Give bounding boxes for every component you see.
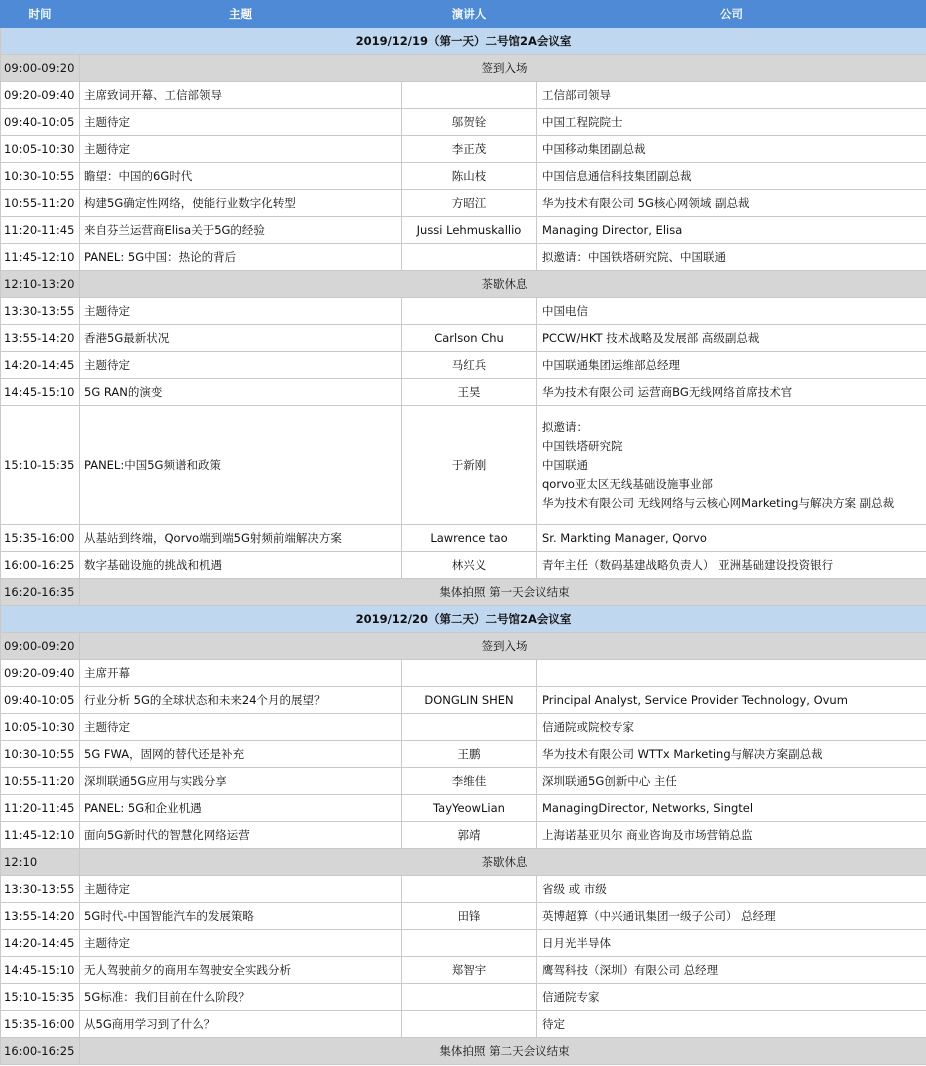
header-company: 公司 [537, 1, 926, 28]
session-row [1, 741, 926, 768]
session-row [1, 552, 926, 579]
session-row [1, 406, 926, 525]
speaker-cell: 马红兵 [402, 352, 537, 379]
company-cell [537, 136, 926, 163]
time-cell: 09:40-10:05 [1, 687, 80, 714]
company-line: 中国联通 [542, 457, 588, 472]
speaker-cell: 邬贺铨 [402, 109, 537, 136]
session-row [1, 876, 926, 903]
session-row [1, 660, 926, 687]
topic-cell: PANEL: 5G中国：热论的背后 [80, 244, 402, 271]
company-line: 中国移动集团副总裁 [542, 141, 646, 156]
topic-cell: 从5G商用学习到了什么？ [80, 1011, 402, 1038]
topic-cell: 主题待定 [80, 298, 402, 325]
company-cell [537, 82, 926, 109]
company-cell [537, 1011, 926, 1038]
company-line: 拟邀请：中国铁塔研究院、中国联通 [542, 249, 726, 264]
speaker-cell [402, 298, 537, 325]
company-line: 青年主任（数码基建战略负责人） 亚洲基础建设投资银行 [542, 557, 834, 572]
company-line: 待定 [542, 1016, 565, 1031]
time-cell: 15:35-16:00 [1, 1011, 80, 1038]
session-row [1, 325, 926, 352]
session-row [1, 82, 926, 109]
session-row [1, 190, 926, 217]
company-line: 华为技术有限公司 5G核心网领域 副总裁 [542, 195, 750, 210]
company-cell [537, 714, 926, 741]
time-cell: 16:00-16:25 [1, 552, 80, 579]
speaker-cell [402, 930, 537, 957]
break-row [1, 55, 926, 82]
session-row [1, 109, 926, 136]
time-cell: 13:55-14:20 [1, 325, 80, 352]
topic-cell: 从基站到终端，Qorvo端到端5G射频前端解决方案 [80, 525, 402, 552]
speaker-cell [402, 984, 537, 1011]
company-line: 省级 或 市级 [542, 881, 607, 896]
time-cell: 09:40-10:05 [1, 109, 80, 136]
session-row [1, 1011, 926, 1038]
company-cell [537, 984, 926, 1011]
day-title: 2019/12/20（第二天）二号馆2A会议室 [1, 606, 926, 633]
speaker-cell: 于新刚 [402, 406, 537, 525]
speaker-cell [402, 1011, 537, 1038]
day-header-row [1, 28, 926, 55]
company-line: 深圳联通5G创新中心 主任 [542, 773, 677, 788]
company-line: 华为技术有限公司 无线网络与云核心网Marketing与解决方案 副总裁 [542, 495, 895, 510]
session-row [1, 930, 926, 957]
topic-cell: 主席开幕 [80, 660, 402, 687]
session-row [1, 984, 926, 1011]
break-row [1, 271, 926, 298]
session-row [1, 903, 926, 930]
speaker-cell [402, 876, 537, 903]
company-cell [537, 687, 926, 714]
break-label: 集体拍照 第一天会议结束 [80, 579, 926, 606]
topic-cell: PANEL:中国5G频谱和政策 [80, 406, 402, 525]
session-row [1, 298, 926, 325]
topic-cell: 主题待定 [80, 930, 402, 957]
company-line: 中国联通集团运维部总经理 [542, 357, 680, 372]
topic-cell: 行业分析 5G的全球状态和未来24个月的展望？ [80, 687, 402, 714]
time-cell: 10:55-11:20 [1, 190, 80, 217]
speaker-cell: Jussi Lehmuskallio [402, 217, 537, 244]
company-cell [537, 217, 926, 244]
time-cell: 16:20-16:35 [1, 579, 80, 606]
session-row [1, 352, 926, 379]
break-label: 茶歇休息 [80, 271, 926, 298]
company-line: 华为技术有限公司 运营商BG无线网络首席技术官 [542, 384, 793, 399]
company-cell [537, 660, 926, 687]
header-topic: 主题 [80, 1, 402, 28]
time-cell: 11:45-12:10 [1, 822, 80, 849]
topic-cell: 构建5G确定性网络，使能行业数字化转型 [80, 190, 402, 217]
break-label: 茶歇休息 [80, 849, 926, 876]
topic-cell: 5G FWA，固网的替代还是补充 [80, 741, 402, 768]
session-row [1, 687, 926, 714]
topic-cell: 主题待定 [80, 109, 402, 136]
time-cell: 15:10-15:35 [1, 406, 80, 525]
break-label: 签到入场 [80, 633, 926, 660]
speaker-cell: 郑智宇 [402, 957, 537, 984]
company-cell [537, 352, 926, 379]
topic-cell: 无人驾驶前夕的商用车驾驶安全实践分析 [80, 957, 402, 984]
speaker-cell [402, 244, 537, 271]
speaker-cell: 林兴义 [402, 552, 537, 579]
topic-cell: 瞻望：中国的6G时代 [80, 163, 402, 190]
company-line: 上海诺基亚贝尔 商业咨询及市场营销总监 [542, 827, 753, 842]
speaker-cell: 王鹏 [402, 741, 537, 768]
speaker-cell: 方昭江 [402, 190, 537, 217]
company-cell [537, 930, 926, 957]
speaker-cell: Carlson Chu [402, 325, 537, 352]
speaker-cell: Lawrence tao [402, 525, 537, 552]
company-cell [537, 903, 926, 930]
speaker-cell: 王昊 [402, 379, 537, 406]
company-cell [537, 109, 926, 136]
company-line: 中国信息通信科技集团副总裁 [542, 168, 692, 183]
speaker-cell: 陈山枝 [402, 163, 537, 190]
session-row [1, 379, 926, 406]
speaker-cell: TayYeowLian [402, 795, 537, 822]
session-row [1, 957, 926, 984]
time-cell: 10:30-10:55 [1, 163, 80, 190]
time-cell: 14:20-14:45 [1, 930, 80, 957]
time-cell: 16:00-16:25 [1, 1038, 80, 1065]
time-cell: 13:30-13:55 [1, 876, 80, 903]
speaker-cell [402, 660, 537, 687]
time-cell: 11:20-11:45 [1, 217, 80, 244]
time-cell: 10:55-11:20 [1, 768, 80, 795]
company-cell [537, 957, 926, 984]
company-line: 英博超算（中兴通讯集团一级子公司） 总经理 [542, 908, 776, 923]
company-cell [537, 795, 926, 822]
company-cell [537, 741, 926, 768]
time-cell: 09:20-09:40 [1, 660, 80, 687]
speaker-cell: 田锋 [402, 903, 537, 930]
session-row [1, 244, 926, 271]
company-line: 日月光半导体 [542, 935, 611, 950]
break-row [1, 579, 926, 606]
session-row [1, 136, 926, 163]
topic-cell: 主题待定 [80, 352, 402, 379]
company-line: qorvo亚太区无线基础设施事业部 [542, 476, 713, 491]
time-cell: 13:55-14:20 [1, 903, 80, 930]
agenda-body [1, 28, 926, 1065]
time-cell: 12:10 [1, 849, 80, 876]
session-row [1, 822, 926, 849]
topic-cell: PANEL: 5G和企业机遇 [80, 795, 402, 822]
session-row [1, 525, 926, 552]
time-cell: 10:05-10:30 [1, 136, 80, 163]
time-cell: 09:00-09:20 [1, 55, 80, 82]
time-cell: 14:20-14:45 [1, 352, 80, 379]
day-title: 2019/12/19（第一天）二号馆2A会议室 [1, 28, 926, 55]
company-cell [537, 379, 926, 406]
speaker-cell: 郭靖 [402, 822, 537, 849]
company-line: PCCW/HKT 技术战略及发展部 高级副总裁 [542, 330, 760, 345]
session-row [1, 795, 926, 822]
break-row [1, 633, 926, 660]
time-cell: 10:05-10:30 [1, 714, 80, 741]
company-cell [537, 552, 926, 579]
time-cell: 15:35-16:00 [1, 525, 80, 552]
company-cell [537, 876, 926, 903]
company-cell [537, 822, 926, 849]
company-line: Sr. Markting Manager, Qorvo [542, 530, 707, 545]
time-cell: 09:20-09:40 [1, 82, 80, 109]
topic-cell: 主题待定 [80, 136, 402, 163]
topic-cell: 数字基础设施的挑战和机遇 [80, 552, 402, 579]
company-cell [537, 768, 926, 795]
time-cell: 14:45-15:10 [1, 379, 80, 406]
company-line: 中国铁塔研究院 [542, 438, 623, 453]
company-line: ManagingDirector, Networks, Singtel [542, 800, 754, 815]
time-cell: 09:00-09:20 [1, 633, 80, 660]
session-row [1, 217, 926, 244]
company-cell [537, 298, 926, 325]
company-cell [537, 190, 926, 217]
company-cell [537, 163, 926, 190]
header-time: 时间 [1, 1, 80, 28]
company-line: 信通院专家 [542, 989, 600, 1004]
speaker-cell [402, 714, 537, 741]
break-row [1, 1038, 926, 1065]
speaker-cell: 李维佳 [402, 768, 537, 795]
topic-cell: 深圳联通5G应用与实践分享 [80, 768, 402, 795]
company-cell [537, 244, 926, 271]
company-line: Managing Director, Elisa [542, 222, 683, 237]
topic-cell: 来自芬兰运营商Elisa关于5G的经验 [80, 217, 402, 244]
session-row [1, 163, 926, 190]
header-speaker: 演讲人 [402, 1, 537, 28]
day-header-row [1, 606, 926, 633]
time-cell: 11:45-12:10 [1, 244, 80, 271]
company-line: 鹰驾科技（深圳）有限公司 总经理 [542, 962, 719, 977]
speaker-cell: 李正茂 [402, 136, 537, 163]
topic-cell: 主题待定 [80, 876, 402, 903]
session-row [1, 768, 926, 795]
topic-cell: 香港5G最新状况 [80, 325, 402, 352]
time-cell: 13:30-13:55 [1, 298, 80, 325]
topic-cell: 5G RAN的演变 [80, 379, 402, 406]
company-cell [537, 525, 926, 552]
company-line: 华为技术有限公司 WTTx Marketing与解决方案副总裁 [542, 746, 823, 761]
company-cell [537, 406, 926, 525]
break-label: 集体拍照 第二天会议结束 [80, 1038, 926, 1065]
company-line: 中国电信 [542, 303, 588, 318]
time-cell: 14:45-15:10 [1, 957, 80, 984]
company-line: 信通院或院校专家 [542, 719, 634, 734]
session-row [1, 714, 926, 741]
speaker-cell [402, 82, 537, 109]
topic-cell: 5G标准：我们目前在什么阶段？ [80, 984, 402, 1011]
time-cell: 15:10-15:35 [1, 984, 80, 1011]
company-cell [537, 325, 926, 352]
company-line: 拟邀请： [542, 419, 588, 434]
speaker-cell: DONGLIN SHEN [402, 687, 537, 714]
topic-cell: 主题待定 [80, 714, 402, 741]
topic-cell: 主席致词开幕、工信部领导 [80, 82, 402, 109]
company-line: 工信部司领导 [542, 87, 611, 102]
company-line: Principal Analyst, Service Provider Technology, Ovum [542, 692, 848, 707]
break-row [1, 849, 926, 876]
time-cell: 10:30-10:55 [1, 741, 80, 768]
time-cell: 12:10-13:20 [1, 271, 80, 298]
time-cell: 11:20-11:45 [1, 795, 80, 822]
table-header [1, 1, 926, 28]
topic-cell: 面向5G新时代的智慧化网络运营 [80, 822, 402, 849]
company-line: 中国工程院院士 [542, 114, 623, 129]
topic-cell: 5G时代-中国智能汽车的发展策略 [80, 903, 402, 930]
break-label: 签到入场 [80, 55, 926, 82]
